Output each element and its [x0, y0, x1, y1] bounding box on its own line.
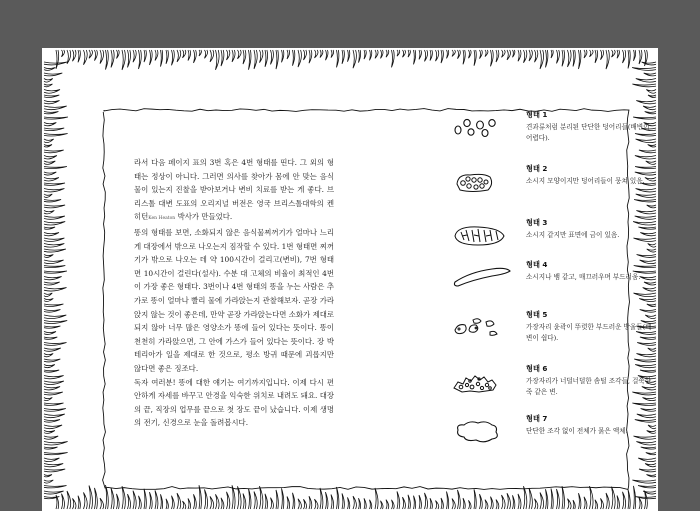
stage-6-desc: 가장자리가 너덜너덜한 솜털 조각들, 걸쭉한 죽 같은 변.: [526, 377, 652, 396]
stage-2-desc: 소시지 모양이지만 덩어리들이 뭉쳐 있음.: [526, 177, 645, 185]
stage-4-desc: 소시지나 뱀 같고, 매끄러우며 부드러움.: [526, 273, 641, 281]
stage-5-title: 형태 5: [526, 310, 548, 319]
stage-2-title: 형태 2: [526, 164, 548, 173]
stage-6-icon: [452, 364, 516, 398]
paragraph-1: 라서 다음 페이지 표의 3번 혹은 4번 형태를 띤다. 그 외의 형태는 정상이 아니다. 그러면 의사를 찾아가 몸에 안 맞는 음식물이 있는지 진찰을 받아보거나 변비 치료를 받는 게 좋다. 브리스톨 대변 도표의 오리지널 버전은 영국 브리스톨대학의 켄 히턴Ken Heaton 박사가 만들었다.: [134, 158, 334, 222]
stage-4: [452, 260, 662, 304]
stage-6: [452, 364, 662, 408]
stage-1-title: 형태 1: [526, 110, 548, 119]
stage-7-desc: 단단한 조각 없이 전체가 묽은 액체.: [526, 427, 628, 435]
stage-7: [452, 414, 662, 458]
stage-5-desc: 가장자리 윤곽이 뚜렷한 부드러운 방울들(배변이 쉽다).: [526, 323, 652, 342]
stage-2-icon: [452, 164, 516, 198]
stage-2: [452, 164, 662, 208]
paragraph-3: 독자 여러분! 똥에 대한 얘기는 여기까지입니다. 이제 다시 편안하게 자세를 바꾸고 안경을 익숙한 위치로 내려도 돼요. 대장의 끝, 직장의 업무를 끝으로 첫 장도 끝이 났습니다. 이제 생명의 전기, 신경으로 눈을 돌려봅시다.: [134, 377, 334, 428]
body-text: [134, 156, 334, 430]
stage-3-title: 형태 3: [526, 218, 548, 227]
stage-1: [452, 110, 662, 154]
stage-7-icon: [452, 414, 516, 448]
stage-1-desc: 견과류처럼 분리된 단단한 덩어리들(배변이 어렵다).: [526, 123, 650, 142]
stage-3: [452, 218, 662, 262]
stage-4-icon: [452, 260, 516, 294]
stage-5: [452, 310, 662, 354]
stage-3-desc: 소시지 같지만 표면에 금이 있음.: [526, 231, 620, 239]
stage-6-title: 형태 6: [526, 364, 548, 373]
book-page: [42, 48, 658, 511]
name-annotation: Ken Heaton: [148, 216, 176, 222]
stage-1-icon: [452, 110, 516, 144]
stage-3-icon: [452, 218, 516, 252]
stage-7-title: 형태 7: [526, 414, 548, 423]
stage-5-icon: [452, 310, 516, 344]
paragraph-2: 똥의 형태를 보면, 소화되지 않은 음식물찌꺼기가 얼마나 느리게 대장에서 밖으로 나오는지 짐작할 수 있다. 1번 형태면 찌꺼기가 밖으로 나오는 데 약 100시간이 걸리고(변비), 7번 형태면 10시간이 걸린다(설사). 수분 대 고체의 비율이 최적인 4번이 가장 좋은 형태다. 3번이나 4번 형태의 똥을 누는 사람은 추가로 똥이 얼마나 빨리 물에 가라앉는지 관찰해보자. 곧장 가라앉지 않는 것이 좋은데, 만약 곧장 가라앉는다면 소화가 제대로 되지 않아 너무 많은 영양소가 똥에 들어 있다는 뜻이다. 똥이 천천히 가라앉으면, 그 안에 가스가 들어 있다는 뜻이다. 장 박테리아가 일을 제대로 한 것으로, 평소 방귀 때문에 괴롭지만 않다면 좋은 징조다.: [134, 227, 334, 373]
stage-4-title: 형태 4: [526, 260, 548, 269]
